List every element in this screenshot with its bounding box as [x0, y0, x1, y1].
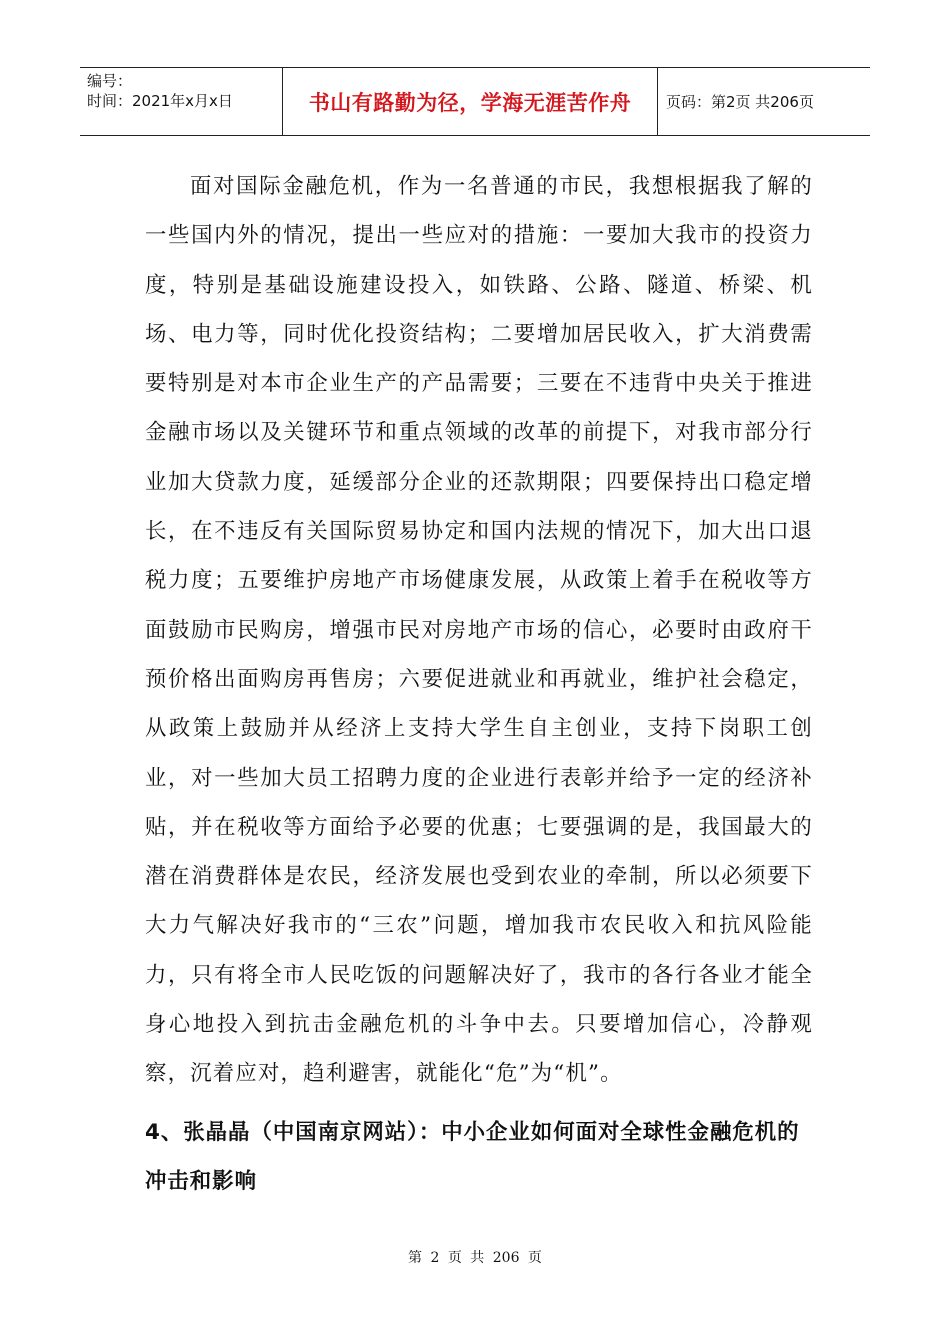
header-page-code: 页码：第2页 共206页 — [666, 93, 814, 111]
document-body — [145, 162, 813, 1099]
page-footer: 第 2 页 共 206 页 — [408, 1250, 542, 1266]
header-motto: 书山有路勤为径，学海无涯苦作舟 — [283, 68, 658, 135]
header-meta — [80, 68, 283, 135]
body-paragraph: 面对国际金融危机，作为一名普通的市民，我想根据我了解的一些国内外的情况，提出一些应对的措施：一要加大我市的投资力度，特别是基础设施建设投入，如铁路、公路、隧道、桥梁、机场、电力等，同时优化投资结构；二要增加居民收入，扩大消费需要特别是对本市企业生产的产品需要；三要在不违背中央关于推进金融市场以及关键环节和重点领域的改革的前提下，对我市部分行业加大贷款力度，延缓部分企业的还款期限；四要保持出口稳定增长，在不违反有关国际贸易协定和国内法规的情况下，加大出口退税力度；五要维护房地产市场健康发展，从政策上着手在税收等方面鼓励市民购房，增强市民对房地产市场的信心，必要时由政府干预价格出面购房再售房；六要促进就业和再就业，维护社会稳定，从政策上鼓励并从经济上支持大学生自主创业，支持下岗职工创业，对一些加大员工招聘力度的企业进行表彰并给予一定的经济补贴，并在税收等方面给予必要的优惠；七要强调的是，我国最大的潜在消费群体是农民，经济发展也受到农业的牵制，所以必须要下大力气解决好我市的“三农”问题，增加我市农民收入和抗风险能力，只有将全市人民吃饭的问题解决好了，我市的各行各业才能全身心地投入到抗击金融危机的斗争中去。只要增加信心，冷静观察，沉着应对，趋利避害，就能化“危”为“机”。 — [145, 174, 813, 1087]
document-number-label: 编号： — [87, 72, 133, 90]
page-header — [80, 67, 870, 136]
section-heading: 4、张晶晶（中国南京网站）：中小企业如何面对全球性金融危机的冲击和影响 — [145, 1120, 800, 1194]
document-date-label: 时间：2021年x月x日 — [87, 92, 233, 110]
